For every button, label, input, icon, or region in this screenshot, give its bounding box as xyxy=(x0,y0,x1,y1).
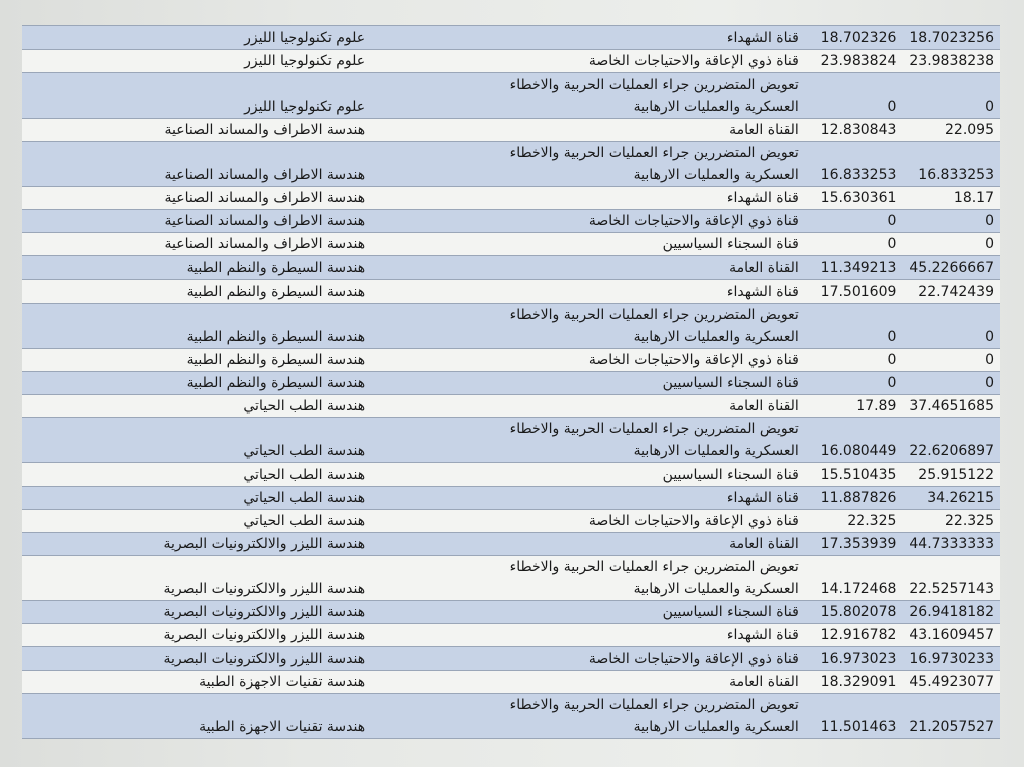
empty-cell xyxy=(371,624,447,647)
channel-cell: تعويض المتضررين جراء العمليات الحربية والاخطاء العسكرية والعمليات الارهابية xyxy=(447,555,805,600)
empty-cell xyxy=(371,26,447,50)
max-score-cell: 0 xyxy=(902,348,1000,371)
specialty-cell: هندسة تقنيات الاجهزة الطبية xyxy=(22,693,371,738)
channel-cell: قناة ذوي الإعاقة والاحتياجات الخاصة xyxy=(447,647,805,670)
channel-cell: القناة العامة xyxy=(447,395,805,418)
table-row xyxy=(22,73,1000,118)
min-score-cell: 16.833253 xyxy=(805,141,903,186)
empty-cell xyxy=(371,280,447,303)
specialty-cell: هندسة الطب الحياتي xyxy=(22,395,371,418)
channel-cell: القناة العامة xyxy=(447,670,805,693)
channel-cell: تعويض المتضررين جراء العمليات الحربية والاخطاء العسكرية والعمليات الارهابية xyxy=(447,693,805,738)
channel-cell: قناة الشهداء xyxy=(447,486,805,509)
empty-cell xyxy=(371,463,447,486)
table-row xyxy=(22,280,1000,303)
empty-cell xyxy=(371,693,447,738)
specialty-cell: هندسة الطب الحياتي xyxy=(22,486,371,509)
table-row xyxy=(22,532,1000,555)
table-row xyxy=(22,256,1000,280)
empty-cell xyxy=(371,486,447,509)
table-row xyxy=(22,509,1000,532)
specialty-cell: هندسة الليزر والالكترونيات البصرية xyxy=(22,647,371,670)
specialty-cell: علوم تكنولوجيا الليزر xyxy=(22,26,371,50)
empty-cell xyxy=(371,210,447,233)
min-score-cell: 12.916782 xyxy=(805,624,903,647)
empty-cell xyxy=(371,186,447,209)
table-row xyxy=(22,233,1000,256)
min-score-cell: 17.501609 xyxy=(805,280,903,303)
max-score-cell: 16.9730233 xyxy=(902,647,1000,670)
max-score-cell: 22.6206897 xyxy=(902,418,1000,463)
min-score-cell: 11.349213 xyxy=(805,256,903,280)
channel-cell: قناة الشهداء xyxy=(447,26,805,50)
max-score-cell: 21.2057527 xyxy=(902,693,1000,738)
max-score-cell: 0 xyxy=(902,371,1000,394)
max-score-cell: 23.9838238 xyxy=(902,50,1000,73)
min-score-cell: 15.802078 xyxy=(805,601,903,624)
specialty-cell: هندسة الاطراف والمساند الصناعية xyxy=(22,233,371,256)
empty-cell xyxy=(371,532,447,555)
max-score-cell: 22.325 xyxy=(902,509,1000,532)
specialty-cell: هندسة الاطراف والمساند الصناعية xyxy=(22,210,371,233)
min-score-cell: 14.172468 xyxy=(805,555,903,600)
empty-cell xyxy=(371,73,447,118)
table-row xyxy=(22,624,1000,647)
empty-cell xyxy=(371,509,447,532)
max-score-cell: 45.2266667 xyxy=(902,256,1000,280)
min-score-cell: 17.353939 xyxy=(805,532,903,555)
min-score-cell: 0 xyxy=(805,233,903,256)
empty-cell xyxy=(371,371,447,394)
table-row xyxy=(22,555,1000,600)
max-score-cell: 22.742439 xyxy=(902,280,1000,303)
specialty-cell: هندسة الليزر والالكترونيات البصرية xyxy=(22,624,371,647)
min-score-cell: 22.325 xyxy=(805,509,903,532)
min-score-cell: 0 xyxy=(805,210,903,233)
max-score-cell: 22.095 xyxy=(902,118,1000,141)
channel-cell: تعويض المتضررين جراء العمليات الحربية والاخطاء العسكرية والعمليات الارهابية xyxy=(447,418,805,463)
table-row xyxy=(22,118,1000,141)
table-body xyxy=(22,26,1000,739)
min-score-cell: 23.983824 xyxy=(805,50,903,73)
min-score-cell: 12.830843 xyxy=(805,118,903,141)
max-score-cell: 16.833253 xyxy=(902,141,1000,186)
empty-cell xyxy=(371,141,447,186)
table-row xyxy=(22,486,1000,509)
specialty-cell: هندسة الطب الحياتي xyxy=(22,418,371,463)
empty-cell xyxy=(371,395,447,418)
empty-cell xyxy=(371,118,447,141)
empty-cell xyxy=(371,670,447,693)
min-score-cell: 15.510435 xyxy=(805,463,903,486)
channel-cell: قناة ذوي الإعاقة والاحتياجات الخاصة xyxy=(447,50,805,73)
table-row xyxy=(22,348,1000,371)
specialty-cell: هندسة الليزر والالكترونيات البصرية xyxy=(22,601,371,624)
specialty-cell: هندسة السيطرة والنظم الطبية xyxy=(22,348,371,371)
max-score-cell: 44.7333333 xyxy=(902,532,1000,555)
channel-cell: تعويض المتضررين جراء العمليات الحربية والاخطاء العسكرية والعمليات الارهابية xyxy=(447,73,805,118)
table-row xyxy=(22,693,1000,738)
max-score-cell: 43.1609457 xyxy=(902,624,1000,647)
table-row xyxy=(22,210,1000,233)
channel-cell: قناة السجناء السياسيين xyxy=(447,233,805,256)
min-score-cell: 17.89 xyxy=(805,395,903,418)
empty-cell xyxy=(371,647,447,670)
channel-cell: القناة العامة xyxy=(447,532,805,555)
channel-cell: القناة العامة xyxy=(447,118,805,141)
table-row xyxy=(22,141,1000,186)
table-row xyxy=(22,395,1000,418)
channel-cell: القناة العامة xyxy=(447,256,805,280)
table-row xyxy=(22,418,1000,463)
empty-cell xyxy=(371,555,447,600)
max-score-cell: 18.17 xyxy=(902,186,1000,209)
channel-cell: قناة ذوي الإعاقة والاحتياجات الخاصة xyxy=(447,210,805,233)
specialty-cell: هندسة الليزر والالكترونيات البصرية xyxy=(22,555,371,600)
channel-cell: قناة ذوي الإعاقة والاحتياجات الخاصة xyxy=(447,509,805,532)
min-score-cell: 18.329091 xyxy=(805,670,903,693)
channel-cell: قناة السجناء السياسيين xyxy=(447,463,805,486)
empty-cell xyxy=(371,233,447,256)
specialty-cell: هندسة السيطرة والنظم الطبية xyxy=(22,280,371,303)
specialty-cell: هندسة الطب الحياتي xyxy=(22,509,371,532)
specialty-cell: علوم تكنولوجيا الليزر xyxy=(22,50,371,73)
max-score-cell: 26.9418182 xyxy=(902,601,1000,624)
table-row xyxy=(22,601,1000,624)
specialty-cell: هندسة الاطراف والمساند الصناعية xyxy=(22,186,371,209)
min-score-cell: 16.080449 xyxy=(805,418,903,463)
min-score-cell: 0 xyxy=(805,303,903,348)
min-score-cell: 0 xyxy=(805,73,903,118)
channel-cell: قناة الشهداء xyxy=(447,280,805,303)
channel-cell: قناة السجناء السياسيين xyxy=(447,371,805,394)
channel-cell: قناة السجناء السياسيين xyxy=(447,601,805,624)
min-score-cell: 0 xyxy=(805,348,903,371)
table-row xyxy=(22,303,1000,348)
min-score-cell: 18.702326 xyxy=(805,26,903,50)
max-score-cell: 0 xyxy=(902,303,1000,348)
min-score-cell: 11.887826 xyxy=(805,486,903,509)
specialty-cell: هندسة الاطراف والمساند الصناعية xyxy=(22,141,371,186)
min-score-cell: 11.501463 xyxy=(805,693,903,738)
max-score-cell: 45.4923077 xyxy=(902,670,1000,693)
table-row xyxy=(22,647,1000,670)
table-row xyxy=(22,463,1000,486)
max-score-cell: 0 xyxy=(902,210,1000,233)
table-row xyxy=(22,371,1000,394)
empty-cell xyxy=(371,601,447,624)
channel-cell: قناة الشهداء xyxy=(447,186,805,209)
max-score-cell: 25.915122 xyxy=(902,463,1000,486)
channel-cell: قناة الشهداء xyxy=(447,624,805,647)
max-score-cell: 37.4651685 xyxy=(902,395,1000,418)
max-score-cell: 0 xyxy=(902,233,1000,256)
table-row xyxy=(22,26,1000,50)
table-row xyxy=(22,186,1000,209)
channel-cell: تعويض المتضررين جراء العمليات الحربية والاخطاء العسكرية والعمليات الارهابية xyxy=(447,141,805,186)
specialty-cell: هندسة الاطراف والمساند الصناعية xyxy=(22,118,371,141)
specialty-cell: علوم تكنولوجيا الليزر xyxy=(22,73,371,118)
max-score-cell: 22.5257143 xyxy=(902,555,1000,600)
specialty-cell: هندسة الطب الحياتي xyxy=(22,463,371,486)
specialty-cell: هندسة السيطرة والنظم الطبية xyxy=(22,303,371,348)
max-score-cell: 34.26215 xyxy=(902,486,1000,509)
specialty-cell: هندسة تقنيات الاجهزة الطبية xyxy=(22,670,371,693)
channel-cell: تعويض المتضررين جراء العمليات الحربية والاخطاء العسكرية والعمليات الارهابية xyxy=(447,303,805,348)
max-score-cell: 18.7023256 xyxy=(902,26,1000,50)
admission-scores-table xyxy=(22,25,1000,739)
empty-cell xyxy=(371,348,447,371)
specialty-cell: هندسة السيطرة والنظم الطبية xyxy=(22,371,371,394)
min-score-cell: 15.630361 xyxy=(805,186,903,209)
min-score-cell: 0 xyxy=(805,371,903,394)
channel-cell: قناة ذوي الإعاقة والاحتياجات الخاصة xyxy=(447,348,805,371)
empty-cell xyxy=(371,256,447,280)
specialty-cell: هندسة السيطرة والنظم الطبية xyxy=(22,256,371,280)
min-score-cell: 16.973023 xyxy=(805,647,903,670)
max-score-cell: 0 xyxy=(902,73,1000,118)
table-row xyxy=(22,670,1000,693)
empty-cell xyxy=(371,50,447,73)
empty-cell xyxy=(371,418,447,463)
specialty-cell: هندسة الليزر والالكترونيات البصرية xyxy=(22,532,371,555)
empty-cell xyxy=(371,303,447,348)
table-row xyxy=(22,50,1000,73)
